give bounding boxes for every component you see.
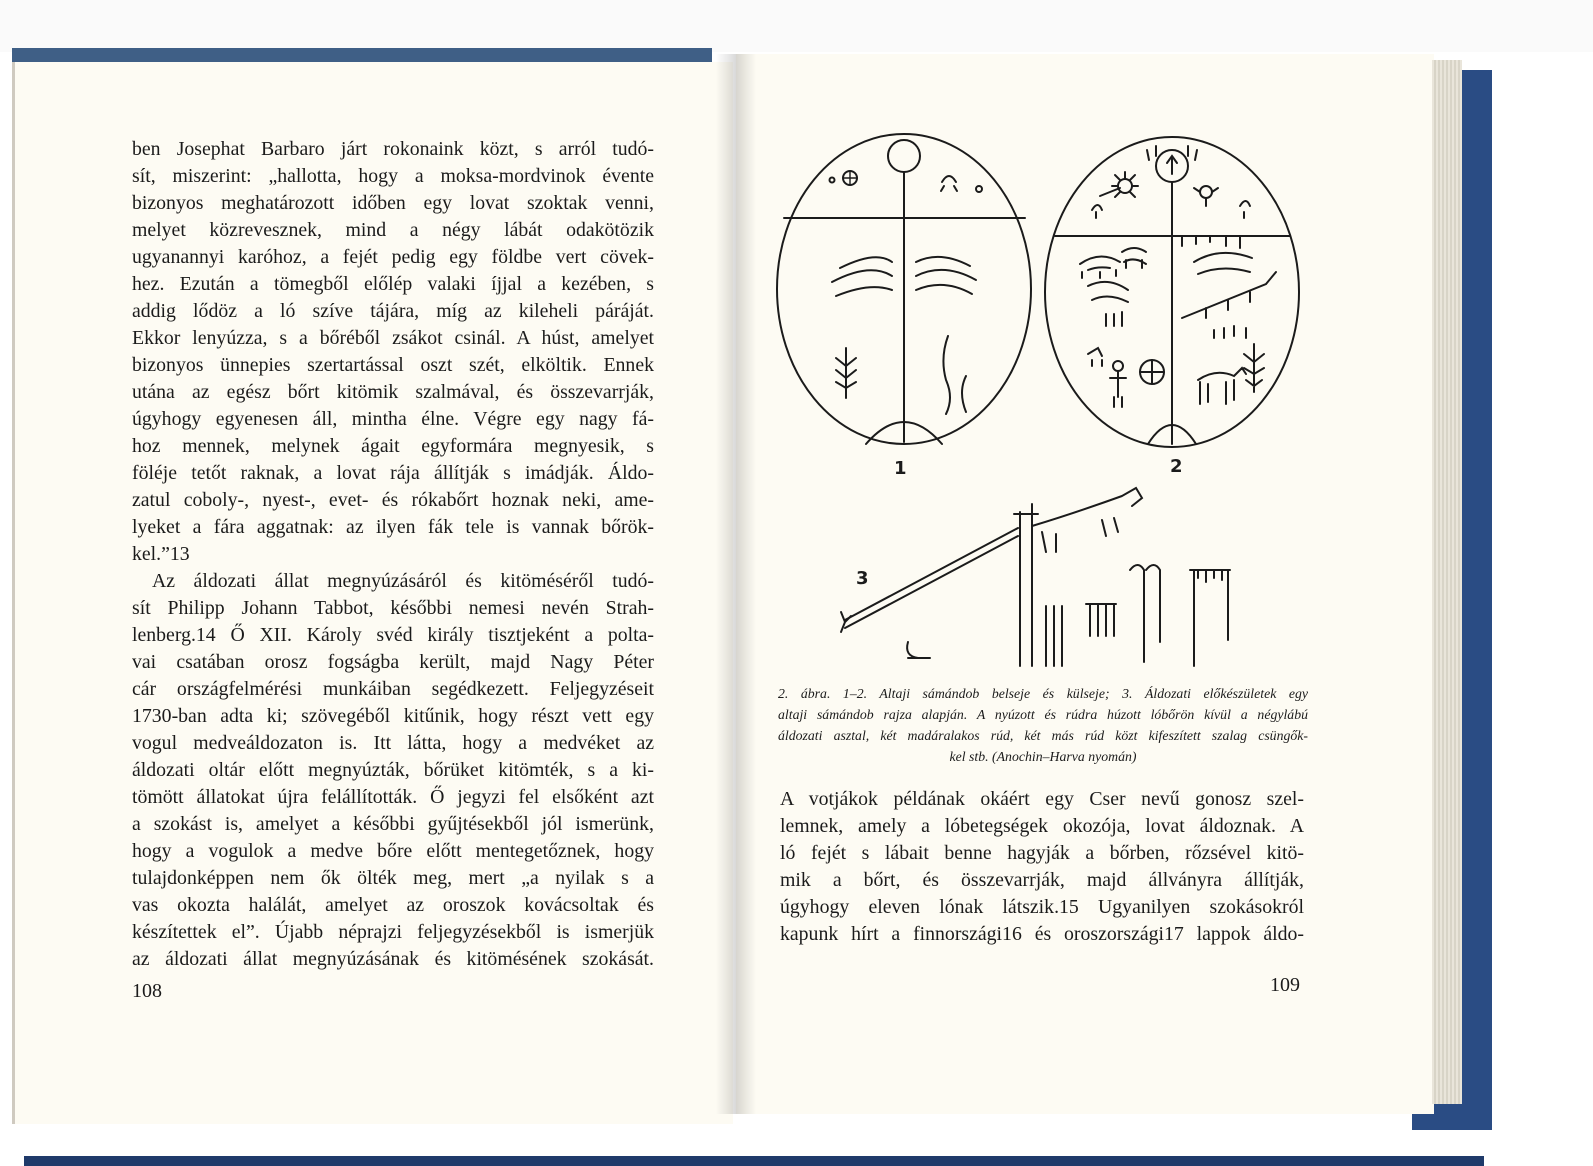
drum-1-drawing	[777, 134, 1031, 444]
caption-line: áldozati asztal, két madáralakos rúd, két más rúd közt kifeszített szalag csüngők-	[778, 728, 1308, 743]
text-line: sít Philipp Johann Tabbot, későbbi nemesi nevén Strah-	[132, 597, 654, 619]
text-line: cár országfelmérési munkáiban segédkezett. Feljegyzéseit	[132, 678, 654, 700]
text-line: addig lődöz a ló szíve tájára, míg az kileheli páráját.	[132, 300, 654, 322]
text-line: 1730-ban adta ki; szövegéből kitűnik, hogy részt vett egy	[132, 705, 654, 727]
spine-shadow	[716, 54, 756, 1114]
text-line: lyeket a fára aggatnak: az ilyen fák tele is vannak bőrök-	[132, 516, 654, 538]
text-line: zatul coboly-, nyest-, evet- és rókabőrt hoznak neki, ame-	[132, 489, 654, 511]
text-line: áldozati oltár előtt megnyúzták, bőrüket kitömték, s a ki-	[132, 759, 654, 781]
text-line: lenberg.14 Ő XII. Károly svéd király tisztjeként a polta-	[132, 624, 654, 646]
text-line: föléje tetőt raknak, a lovat rája állítják s imádják. Áldo-	[132, 462, 654, 484]
text-line: tulajdonképpen nem ők ölték meg, mert „a nyilak s a	[132, 867, 654, 889]
right-page-text	[780, 786, 1304, 948]
text-line: sít, miszerint: „hallotta, hogy a moksa-mordvinok évente	[132, 165, 654, 187]
page-number-right: 109	[1270, 974, 1300, 996]
text-line: úgyhogy eleven lónak látszik.15 Ugyanilyen szokásokról	[780, 896, 1304, 918]
figure-label-3: 3	[856, 568, 869, 589]
figure-label-1: 1	[894, 458, 907, 479]
text-line: lemnek, amely a lóbetegségek okozója, lovat áldoznak. A	[780, 815, 1304, 837]
book-cover-top	[12, 48, 712, 62]
text-line: készítettek el”. Újabb néprajzi feljegyzésekből is ismerjük	[132, 921, 654, 943]
text-line: Ekkor lenyúzza, s a bőréből zsákot csinál. A húst, amelyet	[132, 327, 654, 349]
text-line: vai csatában orosz fogságba került, majd Nagy Péter	[132, 651, 654, 673]
text-line: ugyanannyi karóhoz, a fejét pedig egy földbe vert cövek-	[132, 246, 654, 268]
text-line: az áldozati állat megnyúzásának és kitömésének szokását.	[132, 948, 654, 970]
text-line: ben Josephat Barbaro járt rokonaink közt, s arról tudó-	[132, 138, 654, 160]
text-line: hez. Ezután a tömegből előlép valaki íjjal a kezében, s	[132, 273, 654, 295]
text-line: vogul medveáldozaton is. Itt látta, hogy a medvéket az	[132, 732, 654, 754]
page-edges	[1432, 60, 1462, 1104]
sacrifice-scene-drawing	[841, 488, 1230, 666]
text-line: kel.”13	[132, 543, 190, 565]
left-page-text	[132, 136, 654, 973]
figure-illustration	[770, 122, 1310, 672]
text-line: vas okozta halálát, amelyet az oroszok kovácsoltak és	[132, 894, 654, 916]
figure-caption	[778, 683, 1308, 767]
text-line: mik a bőrt, és összevarrják, majd állványra állítják,	[780, 869, 1304, 891]
text-line: hogy a vogulok a medve bőre előtt mentegetőznek, hogy	[132, 840, 654, 862]
text-line: Az áldozati állat megnyúzásáról és kitöméséről tudó-	[152, 570, 654, 592]
book-cover-bottom	[24, 1156, 1484, 1166]
text-line: bizonyos ünnepies szertartással oszt szét, elköltik. Ennek	[132, 354, 654, 376]
caption-line: kel stb. (Anochin–Harva nyomán)	[949, 749, 1137, 764]
figure-label-2: 2	[1170, 456, 1183, 477]
scan-background	[0, 0, 1593, 52]
text-line: úgyhogy egyenesen áll, mintha élne. Végre egy nagy fá-	[132, 408, 654, 430]
page-number-left: 108	[132, 980, 162, 1002]
caption-line: 2. ábra. 1–2. Altaji sámándob belseje és külseje; 3. Áldozati előkészületek egy	[778, 686, 1308, 701]
text-line: melyet közrevesznek, mind a négy lábát odakötözik	[132, 219, 654, 241]
caption-line: altaji sámándob rajza alapján. A nyúzott és rúdra húzott lóbőrön kívül a négylábú	[778, 707, 1308, 722]
text-line: tömött állatokat újra felállították. Ő jegyzi fel elsőként azt	[132, 786, 654, 808]
text-line: utána az egész bőrt kitömik szalmával, és összevarrják,	[132, 381, 654, 403]
text-line: hoz mennek, melynek ágait egyformára megnyesik, s	[132, 435, 654, 457]
text-line: a szokást is, amelyet a későbbi gyűjtésekből jól ismerünk,	[132, 813, 654, 835]
text-line: A votjákok példának okáért egy Cser nevű gonosz szel-	[780, 788, 1304, 810]
text-line: ló fejét s lábait benne hagyják a bőrben, rőzsével kitö-	[780, 842, 1304, 864]
text-line: kapunk hírt a finnországi16 és oroszországi17 lappok áldo-	[780, 923, 1304, 945]
text-line: bizonyos meghatározott időben egy lovat szoktak venni,	[132, 192, 654, 214]
figure-shaman-drums	[770, 122, 1310, 672]
drum-2-drawing	[1045, 137, 1299, 447]
